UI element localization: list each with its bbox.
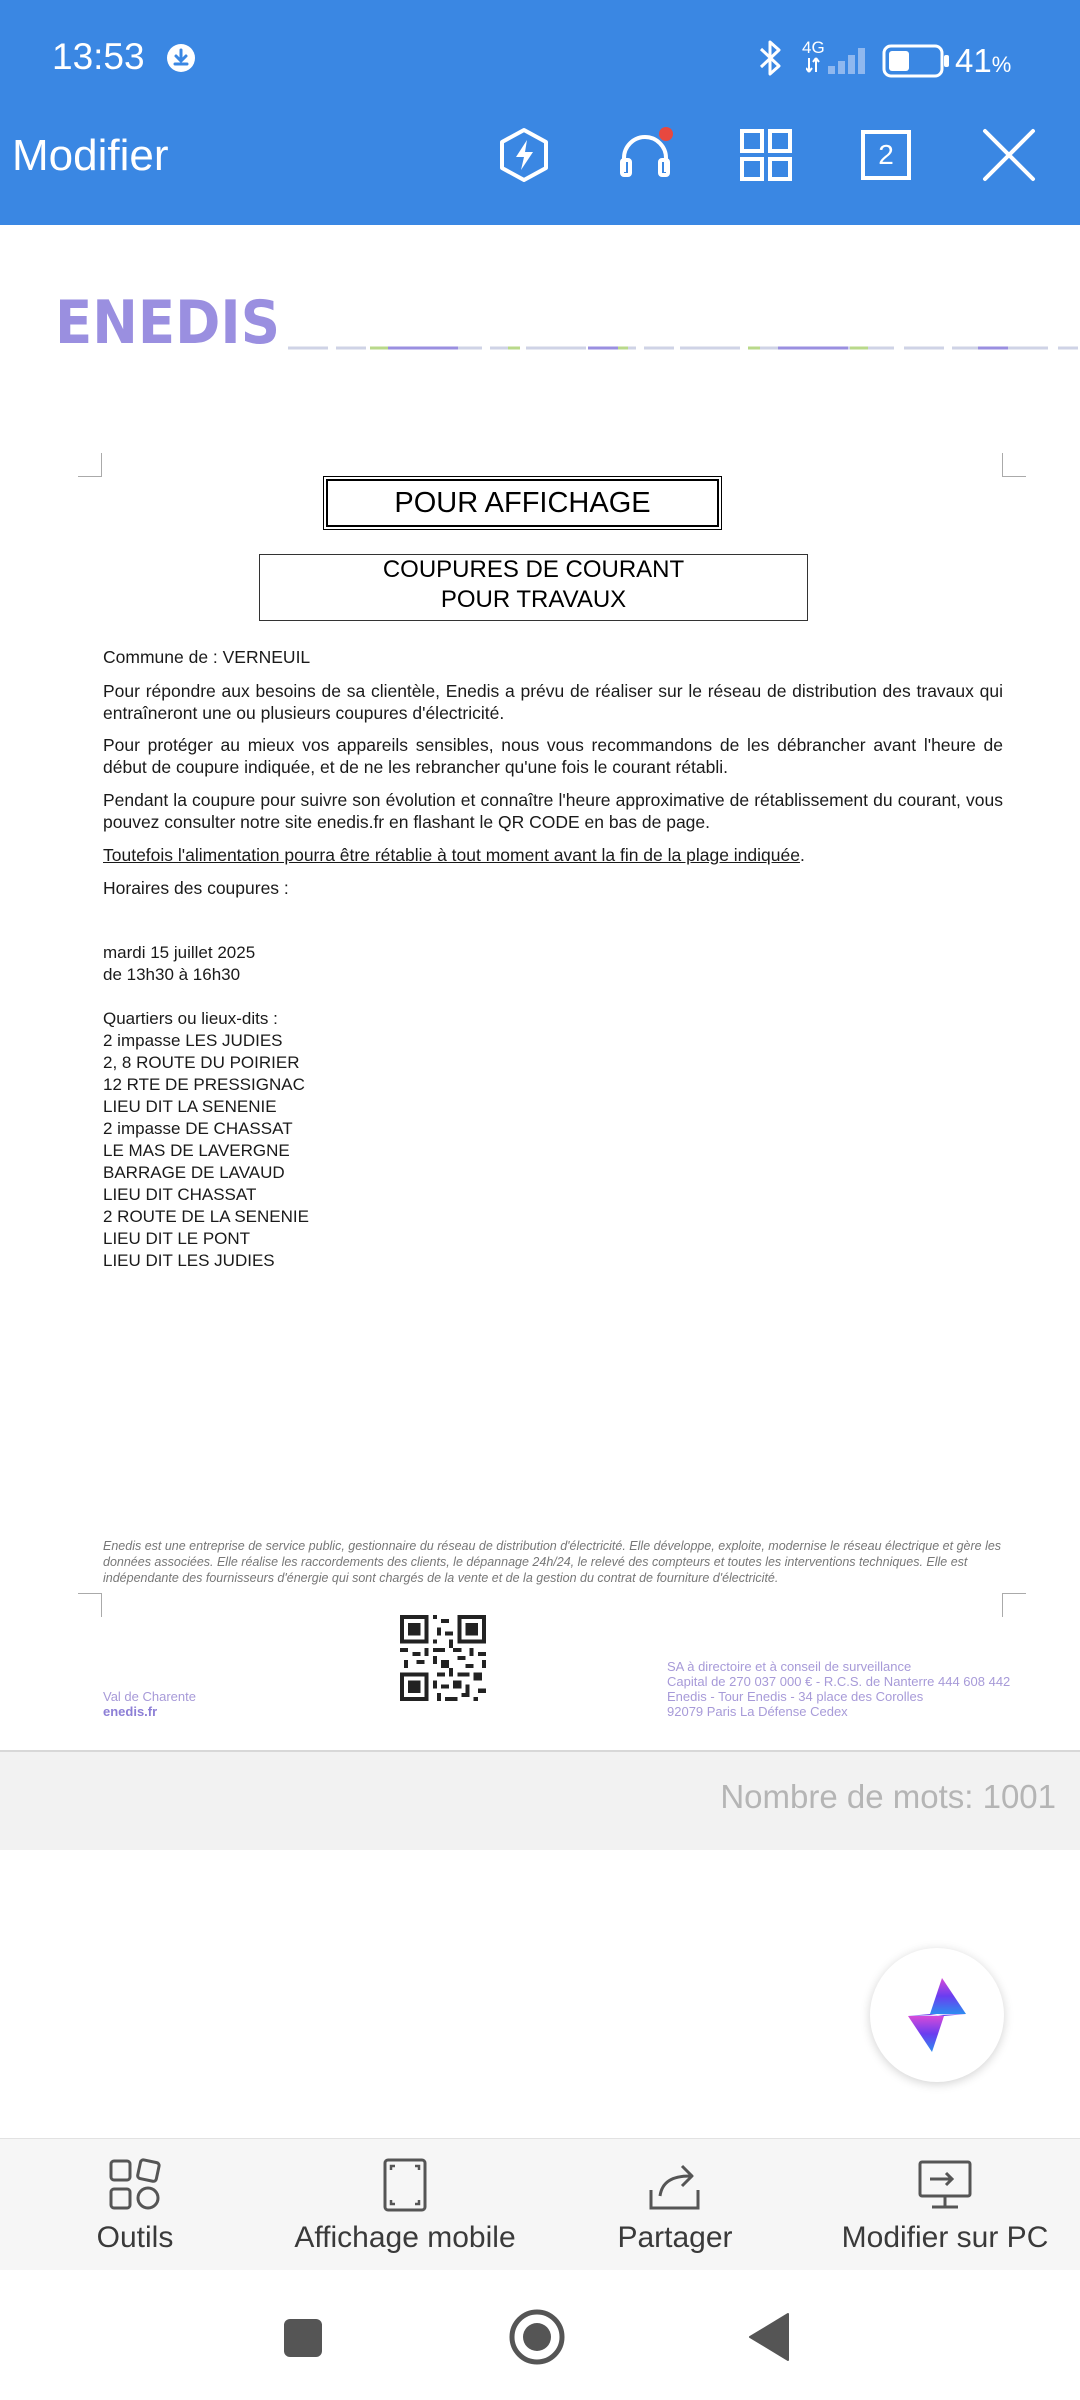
battery-percent: 41%: [955, 42, 1012, 79]
notice-header-box: POUR AFFICHAGE: [326, 479, 719, 527]
mobile-view-button[interactable]: [275, 2139, 535, 2271]
word-count-label: Nombre de mots: 1001: [720, 1778, 1056, 1815]
subheader-line1: COUPURES DE COURANT: [382, 556, 685, 583]
word-count-strip: [0, 1752, 1080, 1850]
bottom-toolbar: [0, 2138, 1080, 2271]
notice-subheader-box: [259, 554, 808, 621]
list-item: LIEU DIT LA SENENIE: [103, 1097, 277, 1116]
schedule-block: [103, 942, 255, 986]
footer-legal-note: Enedis est une entreprise de service public, gestionnaire du réseau de distribution d'électricité. Elle développe, exploite, modernise le réseau électrique et gère les données associées. Elle réalise les raccordements des clients, le dépannage 24h/24, le relevé des compteurs et toutes les interventions techniques. Elle est indépendante des fournisseurs d'énergie qui sont chargés de la vente et de la gestion du contrat de fourniture d'électricité.: [103, 1539, 1002, 1585]
share-icon: [646, 2156, 704, 2214]
list-item: 2 impasse DE CHASSAT: [103, 1119, 293, 1138]
footer-left: [103, 1689, 196, 1719]
footer-company-line: 92079 Paris La Défense Cedex: [667, 1704, 848, 1719]
schedule-label: Horaires des coupures :: [103, 878, 289, 898]
footer-company-line: SA à directoire et à conseil de surveillance: [667, 1659, 912, 1674]
footer-company-line: Enedis - Tour Enedis - 34 place des Corolles: [667, 1689, 924, 1704]
share-label: Partager: [617, 2221, 733, 2254]
list-item: BARRAGE DE LAVAUD: [103, 1163, 285, 1182]
enedis-logo: [55, 295, 285, 349]
grid-icon[interactable]: [737, 126, 795, 184]
sparkle-ai-icon: [870, 1948, 1004, 2082]
footer-right: [667, 1659, 1010, 1719]
download-icon: [166, 43, 196, 73]
paragraph-2: Pour protéger au mieux vos appareils sensibles, nous vous recommandons de les débrancher avant l'heure de début de coupure indiquée, et de ne les rebrancher qu'une fois le courant rétabli.: [103, 735, 1003, 777]
headset-icon[interactable]: [616, 126, 674, 184]
battery-icon: [882, 44, 952, 78]
share-button[interactable]: [580, 2139, 770, 2271]
list-item: 2 ROUTE DE LA SENENIE: [103, 1207, 309, 1226]
paragraph-4-underlined: Toutefois l'alimentation pourra être rétablie à tout moment avant la fin de la plage indiquée: [103, 845, 800, 865]
bolt-hexagon-icon[interactable]: [495, 126, 553, 184]
desktop-icon: [916, 2156, 974, 2214]
system-navigation-bar: [0, 2270, 1080, 2400]
tools-label: Outils: [96, 2221, 174, 2254]
document-page[interactable]: [0, 225, 1080, 1752]
page-count-label: 2: [878, 139, 894, 170]
crop-mark: [1002, 453, 1026, 477]
paragraph-3: Pendant la coupure pour suivre son évolution et connaître l'heure approximative de rétablissement du courant, vous pouvez consulter notre site enedis.fr en flashant le QR CODE en bas de page.: [103, 790, 1003, 832]
mobile-view-label: Affichage mobile: [294, 2221, 516, 2254]
paragraph-4: Toutefois l'alimentation pourra être rétablie à tout moment avant la fin de la plage indiquée.: [103, 845, 805, 865]
enedis-logo-text: ENEDIS: [55, 295, 280, 349]
signal-icon: [806, 44, 872, 76]
list-item: LIEU DIT CHASSAT: [103, 1185, 257, 1204]
subheader-line2: POUR TRAVAUX: [440, 586, 627, 613]
footer-region: Val de Charente: [103, 1689, 196, 1704]
list-item: 2 impasse LES JUDIES: [103, 1031, 283, 1050]
crop-mark: [78, 1593, 102, 1617]
page-count-icon[interactable]: [861, 130, 911, 180]
paragraph-1: Pour répondre aux besoins de sa clientèle, Enedis a prévu de réaliser sur le réseau de distribution des travaux qui entraîneront une ou plusieurs coupures d'électricité.: [103, 681, 1003, 723]
list-item: LIEU DIT LE PONT: [103, 1229, 251, 1248]
list-item: 12 RTE DE PRESSIGNAC: [103, 1075, 305, 1094]
status-time: 13:53: [52, 36, 145, 77]
page-title[interactable]: Modifier: [12, 131, 169, 180]
places-block: [103, 1008, 309, 1272]
bluetooth-icon: [757, 38, 783, 78]
qr-code[interactable]: [400, 1615, 486, 1701]
footer-company-line: Capital de 270 037 000 € - R.C.S. de Nanterre 444 608 442: [667, 1674, 1011, 1689]
edit-on-pc-button[interactable]: [820, 2139, 1070, 2271]
tools-icon: [106, 2156, 164, 2214]
home-circle-icon[interactable]: [508, 2308, 566, 2366]
edit-on-pc-label: Modifier sur PC: [841, 2221, 1049, 2254]
crop-mark: [78, 453, 102, 477]
logo-dotted-rule: [288, 345, 1078, 351]
commune-line: Commune de : VERNEUIL: [103, 647, 311, 667]
outage-date: mardi 15 juillet 2025: [103, 943, 256, 962]
app-header: [0, 0, 1080, 225]
close-icon[interactable]: [980, 126, 1038, 184]
list-item: 2, 8 ROUTE DU POIRIER: [103, 1053, 300, 1072]
footer-site-link[interactable]: enedis.fr: [103, 1704, 158, 1719]
tools-button[interactable]: [40, 2139, 230, 2271]
recents-square-icon[interactable]: [283, 2318, 323, 2358]
list-item: LE MAS DE LAVERGNE: [103, 1141, 290, 1160]
list-item: LIEU DIT LES JUDIES: [103, 1251, 275, 1270]
outage-time-range: de 13h30 à 16h30: [103, 965, 241, 984]
mobile-view-icon: [376, 2156, 434, 2214]
places-label: Quartiers ou lieux-dits :: [103, 1009, 278, 1028]
back-triangle-icon[interactable]: [748, 2312, 790, 2362]
ai-assistant-button[interactable]: [870, 1948, 1004, 2082]
network-type: 4G: [802, 38, 825, 57]
crop-mark: [1002, 1593, 1026, 1617]
